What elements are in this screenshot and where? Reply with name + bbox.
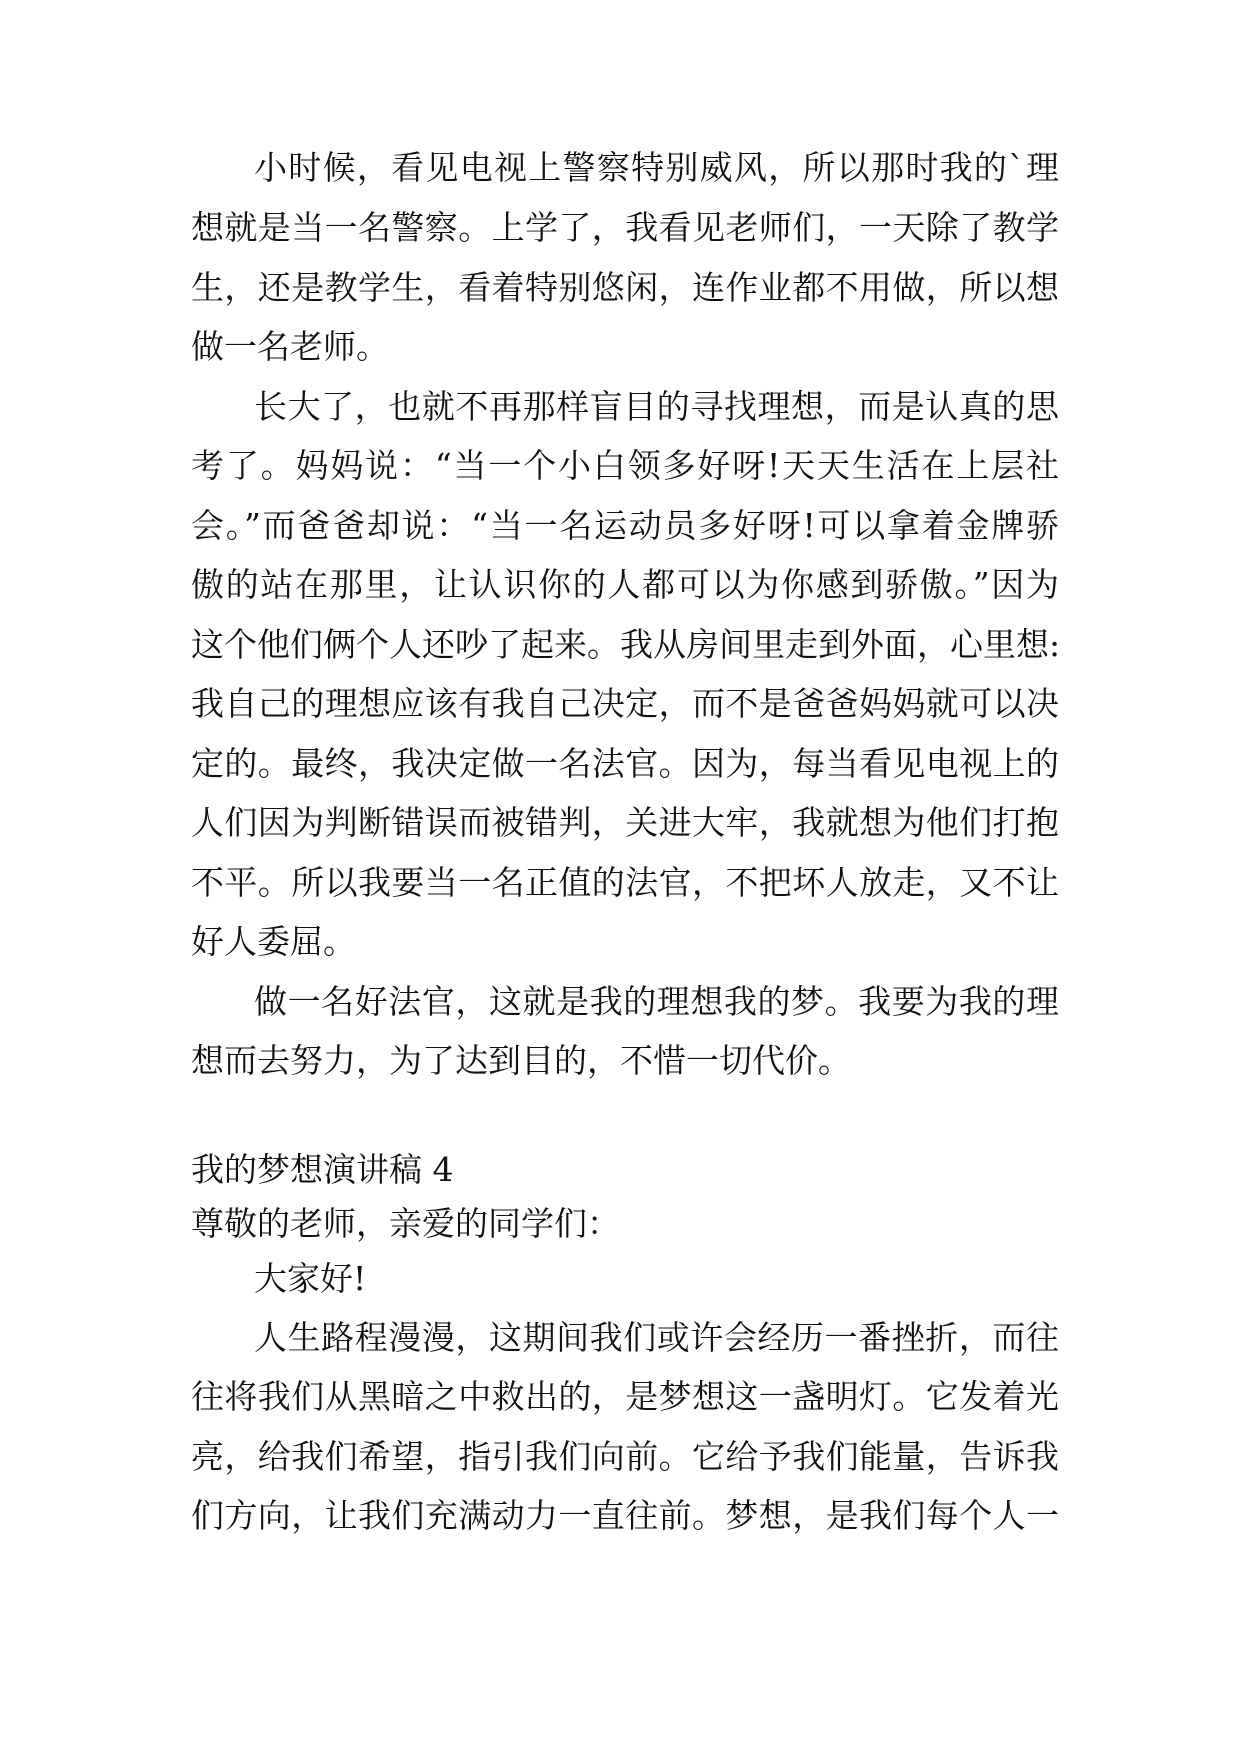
- text-line: 考了。妈妈说：“当一个小白领多好呀!天天生活在上层社: [191, 446, 1059, 485]
- text-line: 不平。所以我要当一名正值的法官，不把坏人放走，又不让: [191, 863, 1059, 902]
- text-line: 会。”而爸爸却说：“当一名运动员多好呀!可以拿着金牌骄: [191, 506, 1059, 545]
- text-line: 做一名好法官，这就是我的理想我的梦。我要为我的理: [254, 982, 1059, 1021]
- text-line: 这个他们俩个人还吵了起来。我从房间里走到外面，心里想:: [191, 625, 1061, 664]
- salutation: 尊敬的老师，亲爱的同学们：: [191, 1204, 620, 1243]
- text-line: 人生路程漫漫，这期间我们或许会经历一番挫折，而往: [254, 1318, 1059, 1357]
- text-line: 生，还是教学生，看着特别悠闲，连作业都不用做，所以想: [191, 268, 1059, 307]
- text-line: 小时候，看见电视上警察特别威风，所以那时我的`理: [254, 148, 1059, 187]
- text-line: 长大了，也就不再那样盲目的寻找理想，而是认真的思: [254, 387, 1059, 426]
- text-line: 想而去努力，为了达到目的，不惜一切代价。: [191, 1041, 851, 1080]
- text-line: 好人委屈。: [191, 922, 356, 961]
- text-line: 傲的站在那里，让认识你的人都可以为你感到骄傲。”因为: [191, 565, 1059, 604]
- text-line: 人们因为判断错误而被错判，关进大牢，我就想为他们打抱: [191, 803, 1059, 842]
- section-heading: 我的梦想演讲稿 4: [191, 1150, 454, 1189]
- text-line: 们方向，让我们充满动力一直往前。梦想，是我们每个人一: [191, 1496, 1059, 1535]
- text-line: 我自己的理想应该有我自己决定，而不是爸爸妈妈就可以决: [191, 684, 1059, 723]
- text-line: 想就是当一名警察。上学了，我看见老师们，一天除了教学: [191, 208, 1059, 247]
- text-line: 亮，给我们希望，指引我们向前。它给予我们能量，告诉我: [191, 1437, 1059, 1476]
- text-line: 往将我们从黑暗之中救出的，是梦想这一盏明灯。它发着光: [191, 1377, 1059, 1416]
- text-line: 做一名老师。: [191, 327, 389, 366]
- greeting: 大家好!: [254, 1259, 367, 1298]
- text-line: 定的。最终，我决定做一名法官。因为，每当看见电视上的: [191, 744, 1059, 783]
